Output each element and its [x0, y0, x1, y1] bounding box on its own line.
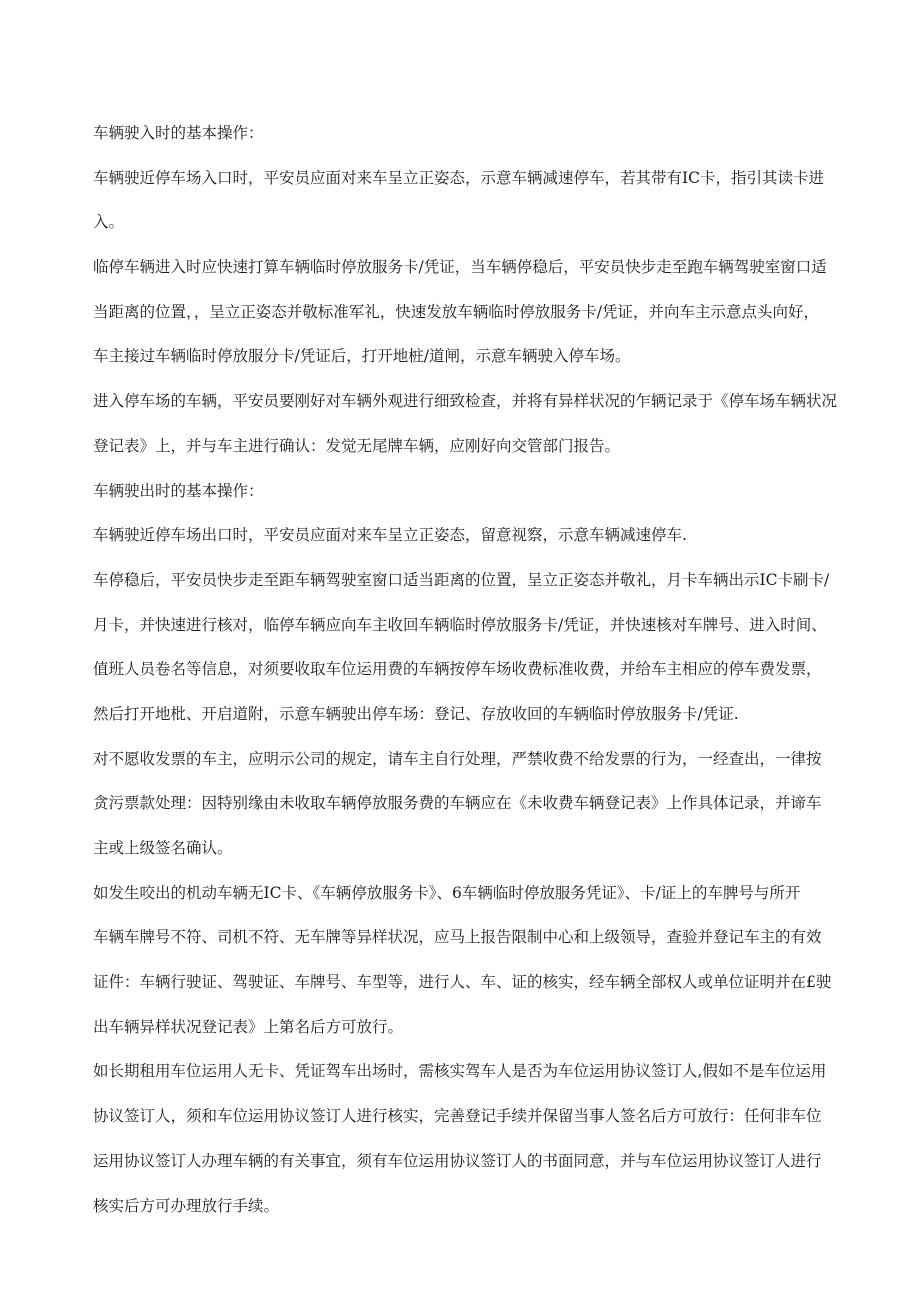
paragraph-line: 车辆驶近停车场出口时，平安员应面对来车呈立正姿态，留意视察，示意车辆减速停车. [93, 526, 687, 545]
paragraph-line: 如发生咬出的机动车辆无IC卡、《车辆停放服务卡》、6车辆临时停放服务凭证》、卡/证上的车脾号与所开 [93, 883, 801, 902]
paragraph-line: 证件：车辆行驶证、驾驶证、车牌号、车型等，进行人、车、证的核实，经车辆全部权人或单位证明并在£驶 [93, 973, 832, 992]
paragraph-line: 当距离的位置，，呈立正姿态并敬标准军礼，快速发放车辆临时停放服务卡/凭证，并向车主示意点头向好， [93, 302, 819, 321]
paragraph-line: 协议签订人，须和车位运用协议签订人进行核实，完善登记手续并保留当事人签名后方可放行：任何非车位 [93, 1107, 822, 1126]
paragraph-line: 出车辆异样状况登记表》上第名后方可放行。 [93, 1017, 404, 1036]
document-body [93, 111, 838, 1228]
paragraph-line: 然后打开地枇、开启道附，示意车辆驶出停车场：登记、存放收回的车辆临时停放服务卡/凭证. [93, 704, 739, 723]
paragraph-line: 车辆车牌号不符、司机不符、无车牌等异样状况，应马上报告限制中心和上级领导，查验并登记车主的有效 [93, 928, 822, 947]
paragraph-line: 临停车辆进入时应快速打算车辆临时停放服务卡/凭证，当车辆停稳后，平安员快步走至跑车辆驾驶室窗口适 [93, 258, 827, 277]
paragraph-line: 值班人员卷名等信息，对须要收取车位运用费的车辆按停车场收费标准收费，并给车主相应的停车费发票， [93, 660, 822, 679]
paragraph-line: 运用协议签订人办理车辆的有关事宜，须有车位运用协议签订人的书面同意，并与车位运用协议签订人进行 [93, 1151, 822, 1170]
paragraph-line: 贪污票款处理：因特别缘由未收取车辆停放服务费的车辆应在《未收费车辆登记表》上作具体记录，并谛车 [93, 794, 822, 813]
paragraph-line: 主或上级签名确认。 [93, 839, 233, 857]
paragraph-line: 对不愿收发票的车主，应明示公司的规定，请车主自行处理，严禁收费不给发票的行为，一经查出，一律按 [93, 749, 822, 768]
paragraph-line: 入。 [93, 213, 125, 232]
paragraph-line: 月卡，并快速进行核对，临停车辆应向车主收回车辆临时停放服务卡/凭证，并快速核对车牌号、进入时间、 [93, 615, 827, 634]
paragraph-line: 车主接过车辆临时停放服分卡/凭证后，打开地桩/道闸，示意车辆驶入停车场。 [93, 347, 631, 366]
section-heading-entry: 车辆驶入时的基本操作： [93, 124, 264, 142]
paragraph-line: 进入停车场的车辆，平安员要刚好对车辆外观进行细致检查，并将有异样状况的乍辆记录于《停车场车辆状况 [93, 392, 838, 411]
paragraph-line: 登记表》上，并与车主进行确认：发觉无尾牌车辆，应刚好向交管部门报告。 [93, 436, 621, 455]
paragraph-line: 车停稳后，平安员快步走至距车辆驾驶室窗口适当距离的位置，呈立正姿态并敬礼，月卡车辆出示IC卡刷卡/ [93, 570, 830, 589]
paragraph-line: 车辆驶近停车场入口时，平安员应面对来车呈立正姿态，示意车辆减速停车，若其带有IC卡，指引其读卡进 [93, 168, 824, 187]
section-heading-exit: 车辆驶出时的基本操作： [93, 481, 264, 500]
paragraph-line: 核实后方可办理放行手续。 [93, 1196, 280, 1215]
paragraph-line: 如长期租用车位运用人无卡、凭证驾车出场时，需核实驾车人是否为车位运用协议签订人,假如不是车位运用 [93, 1062, 827, 1081]
